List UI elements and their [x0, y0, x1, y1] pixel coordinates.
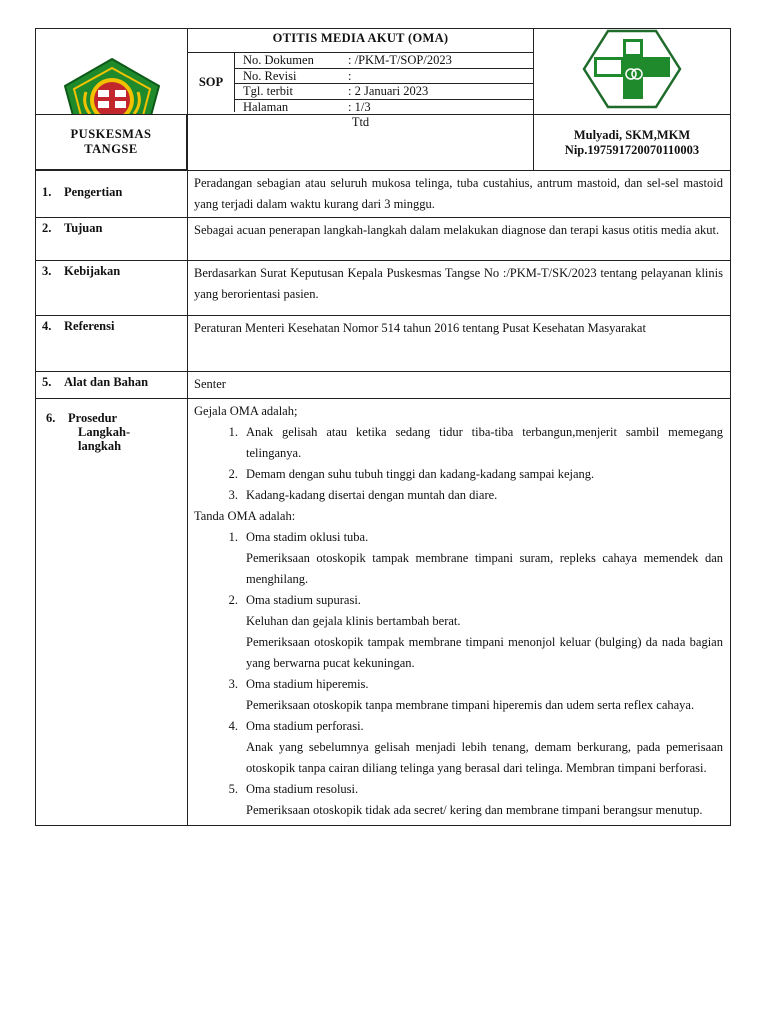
signer-cell	[534, 115, 731, 171]
list-item-detail: Pemeriksaan otoskopik tidak ada secret/ kering dan membrane timpani berangsur menutup.	[246, 803, 703, 817]
list-item-detail: Keluhan dan gejala klinis bertambah berat.	[246, 614, 461, 628]
tanda-intro: Tanda OMA adalah:	[194, 509, 296, 523]
section-referensi: 4. Referensi Peraturan Menteri Kesehatan Nomor 514 tahun 2016 tentang Pusat Kesehatan Masyarakat	[36, 316, 731, 372]
meta-row-revisi: No. Revisi :	[235, 69, 533, 85]
section-alat-bahan: 5. Alat dan Bahan Senter	[36, 372, 731, 399]
sop-label: SOP	[198, 75, 224, 89]
section-label: Alat dan Bahan	[64, 375, 149, 389]
section-label: Pengertian	[64, 185, 123, 199]
list-item: 2. Demam dengan suhu tubuh tinggi dan kadang-kadang sampai kejang.	[228, 467, 595, 481]
section-kebijakan: 3. Kebijakan Berdasarkan Surat Keputusan Kepala Puskesmas Tangse No :/PKM-T/SK/2023 tentang pelayanan klinis yang berorientasi pasien.	[36, 261, 731, 316]
health-cross-logo-icon	[580, 29, 684, 109]
meta-row-halaman: Halaman : 1/3	[243, 99, 371, 114]
section-text: Sebagai acuan penerapan langkah-langkah dalam melakukan diagnose dan terapi kasus otitis media akut.	[188, 218, 731, 261]
list-item-detail: Pemeriksaan otoskopik tampak membrane timpani suram, repleks cahaya memendek dan menghilang.	[246, 551, 723, 586]
health-logo-cell	[534, 29, 731, 115]
section-text: Peradangan sebagian atau seluruh mukosa telinga, tuba custahius, antrum mastoid, dan sel-sel mastoid yang terjadi dalam waktu kurang dari 3 minggu.	[188, 171, 731, 218]
document-title: OTITIS MEDIA AKUT (OMA)	[188, 29, 533, 53]
list-item: 1. Oma stadim oklusi tuba.	[228, 530, 369, 544]
meta-row-dokumen: No. Dokumen : /PKM-T/SOP/2023	[235, 53, 533, 69]
list-item: 3. Kadang-kadang disertai dengan muntah dan diare.	[228, 488, 498, 502]
ttd-label: Ttd	[351, 115, 370, 129]
list-item: 3. Oma stadium hiperemis.	[228, 677, 369, 691]
section-pengertian: 1. Pengertian Peradangan sebagian atau seluruh mukosa telinga, tuba custahius, antrum mastoid, dan sel-sel mastoid yang terjadi dalam waktu kurang dari 3 minggu.	[36, 171, 731, 218]
signer-name: Mulyadi, SKM,MKM	[573, 127, 691, 142]
org-cell	[35, 114, 187, 170]
title-meta-cell	[188, 29, 534, 115]
list-item-detail: Pemeriksaan otoskopik tanpa membrane timpani hiperemis dan udem serta reflex cahaya.	[246, 698, 695, 712]
gejala-intro: Gejala OMA adalah;	[194, 404, 298, 418]
sop-document	[35, 28, 730, 826]
list-item-detail: Anak yang sebelumnya gelisah menjadi lebih tenang, demam berkurang, pada pemerisaan otoskopik tanpa cairan diliang telinga yang berasal dari telinga. Membran timpani berforasi.	[246, 740, 723, 775]
org-name-line1: PUSKESMAS	[70, 127, 152, 141]
list-item: 4. Oma stadium perforasi.	[228, 719, 364, 733]
section-tujuan: 2. Tujuan Sebagai acuan penerapan langkah-langkah dalam melakukan diagnose dan terapi kasus otitis media akut.	[36, 218, 731, 261]
procedure-label: 6. Prosedur Langkah- langkah	[36, 399, 188, 826]
section-text: Peraturan Menteri Kesehatan Nomor 514 tahun 2016 tentang Pusat Kesehatan Masyarakat	[188, 316, 731, 372]
signer-nip: Nip.197591720070110003	[564, 142, 700, 157]
list-item: 1. Anak gelisah atau ketika sedang tidur tiba-tiba terbangun,menjerit sambil memegang telinganya.	[228, 425, 723, 460]
procedure-content	[188, 399, 731, 826]
document-meta	[235, 53, 533, 114]
section-label: Tujuan	[64, 221, 103, 235]
section-label: Kebijakan	[64, 264, 121, 278]
org-name-line2: TANGSE	[84, 142, 138, 156]
section-text: Berdasarkan Surat Keputusan Kepala Puskesmas Tangse No :/PKM-T/SK/2023 tentang pelayanan klinis yang berorientasi pasien.	[188, 261, 731, 316]
sections-table	[35, 170, 731, 826]
list-item: 2. Oma stadium supurasi.	[228, 593, 361, 607]
signature-cell	[188, 115, 534, 171]
list-item-detail: Pemeriksaan otoskopik tampak membrane timpani menonjol keluar (bulging) da nada bagian yang berwarna pucat kekuningan.	[246, 635, 723, 670]
section-text: Senter	[188, 372, 731, 399]
list-item: 5. Oma stadium resolusi.	[228, 782, 359, 796]
section-prosedur	[36, 399, 731, 826]
section-label: Referensi	[64, 319, 115, 333]
meta-row-terbit: Tgl. terbit : 2 Januari 2023	[235, 84, 533, 100]
